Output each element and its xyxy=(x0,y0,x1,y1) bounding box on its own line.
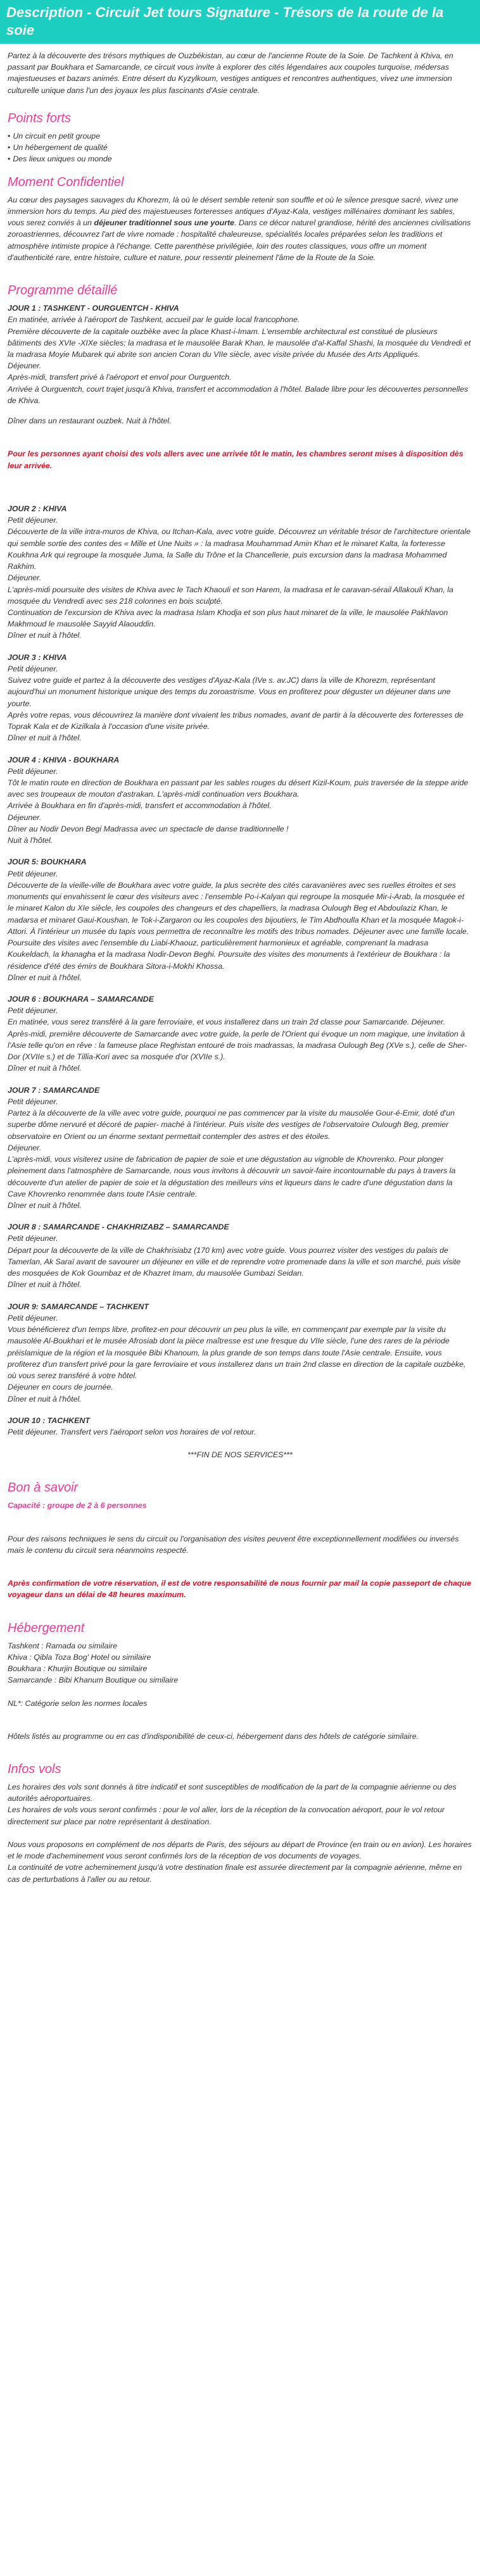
day-line: Petit déjeuner. xyxy=(8,766,58,776)
hotel-item: Tashkent : Ramada ou similaire xyxy=(8,1641,118,1650)
day-line: Après-midi, première découverte de Samarcande avec votre guide, la perle de l'Orient qui évoque un nom magique, une invitation à l'Asie telle qu'on en rêve : la fameuse place Reghistan entouré de trois madrassas, la madrasa Oulough Beg (XVe s.), celle de Sher-Dor (XVIIe s.) et de Tillia-Kori avec sa mosquée d'or (XVIIe s.). xyxy=(8,1029,467,1062)
day-line: Tôt le matin route en direction de Boukhara en passant par les sables rouges du désert Kizil-Koum, puis traversée de la steppe aride avec ses troupeaux de mouton d'astrakan. L'après-midi continuation vers Boukhara. xyxy=(8,778,469,799)
intro-text: Partez à la découverte des trésors mythiques de Ouzbékistan, au cœur de l'ancienne Route de la Soie. De Tachkent à Khiva, en passant par Boukhara et Samarcande, ce circuit vous invite à explorer des cités légendaires aux coupoles turquoise, médersas majestueuses et bazars animés. Entre désert du Kyzylkoum, vestiges antiques et rencontres authentiques, vivez une immersion culturelle unique dans l'un des joyaux les plus fascinants d'Asie centrale. xyxy=(8,51,453,95)
day-line: Déjeuner. xyxy=(8,361,42,371)
day-line: Dîner dans un restaurant ouzbek. Nuit à l'hôtel. xyxy=(8,416,172,426)
day-line: L'après-midi, vous visiterez usine de fabrication de papier de soie et une dégustation au vignoble de Khovrenko. Pour plonger pleinement dans l'atmosphère de Samarcande, nous vous invitons à découvrir un savoir-faire incontournable du pays à travers la découverte d'un atelier de papier de soie et la dégustation des meilleurs vins et liqueurs dans le cadre d'une dégustation dans la Cave Khovrenko renommée dans toute l'Asie centrale. xyxy=(8,1155,456,1198)
day-line: Partez à la découverte de la ville avec votre guide, pourquoi ne pas commencer par la visite du mausolée Gour-é-Emir, doté d'un superbe dôme nervuré et décoré de papier- maché à l'intérieur. Puis visite des vestiges de l'observatoire Oulough Beg, premier observatoire en Orient ou un énorme sextant permettait contempler des astres et des étoiles. xyxy=(8,1109,455,1141)
day-title: JOUR 1 : TASHKENT - OURGUENTCH - KHIVA xyxy=(8,304,179,313)
hotel-item: Boukhara : Khurjin Boutique ou similaire xyxy=(8,1664,148,1674)
points-forts-list xyxy=(8,130,472,165)
day-line: Petit déjeuner. xyxy=(8,516,58,525)
day-line: Dîner et nuit à l'hôtel. xyxy=(8,1394,82,1403)
day-title: JOUR 10 : TACHKENT xyxy=(8,1416,90,1425)
day-line: Départ pour la découverte de la ville de Chakhrisiabz (170 km) avec votre guide. Vous pourrez visiter des vestiges du palais de Tamerlan, Ak Saraï avant de savourer un déjeuner en ville et de reprendre votre promenade dans la ville et son marché, puis visite des mosquées de Kok Goumbaz et de Khazret Imam, du mausolée Gumbazi Seidan. xyxy=(8,1245,461,1278)
day-line: Vous bénéficierez d'un temps libre, profitez-en pour découvrir un peu plus la ville, en commençant par exemple par la visite du mausolée Al-Boukhari et le musée Afrosiab dont la pièce maîtresse est une fresque du VIIe siècle, l'une des rares de la période préislamique de la région et la mosquée Bibi Khanoum, la plus grande de son temps dans toute l'Asie centrale. Ensuite, vous profiterez d'un transfert privé pour la gare ferroviaire et vous installerez dans un train 2nd classe en direction de la capitale ouzbèke, où vous serez transféré à votre hôtel. xyxy=(8,1325,466,1381)
day-6 xyxy=(8,993,472,1074)
day-line: Dîner et nuit à l'hôtel. xyxy=(8,973,82,982)
day-8 xyxy=(8,1221,472,1290)
moment-text-bold: déjeuner traditionnel sous une yourte xyxy=(94,218,235,228)
nl-note: NL*: Catégorie selon les normes locales xyxy=(8,1698,148,1708)
day-line: Petit déjeuner. xyxy=(8,1234,58,1243)
day-line: Découverte de la ville intra-muros de Khiva, ou Itchan-Kala, avec votre guide. Découvrez un véritable trésor de l'architecture orientale qui semble sortie des contes des « Mille et Une Nuits » : la madrasa Mouhammad Amin Khan et le minaret Kalta, la forteresse Koukhna Ark qui regroupe la mosquée Juma, la Salle du Trône et la Chancellerie, puis excursion dans la madrasa Mohammed Rakhim. xyxy=(8,527,471,571)
day-line: Après-midi, transfert privé à l'aéroport et envol pour Ourguentch. xyxy=(8,373,232,382)
day-line: Dîner et nuit à l'hôtel. xyxy=(8,733,82,743)
capacity-text: Capacité : groupe de 2 à 6 personnes xyxy=(8,1501,147,1510)
day-line: Petit déjeuner. Transfert vers l'aéroport selon vos horaires de vol retour. xyxy=(8,1427,256,1436)
day-title: JOUR 9: SAMARCANDE – TACHKENT xyxy=(8,1302,149,1311)
day-line: Dîner et nuit à l'hôtel. xyxy=(8,1280,82,1290)
day-line: Déjeuner en cours de journée. xyxy=(8,1383,113,1392)
day-3 xyxy=(8,652,472,744)
infos-paragraph: Les horaires de vols vous seront confirmés : pour le vol aller, lors de la réception de la convocation aéroport, pour le vol retour directement sur place par notre représentant à destination. xyxy=(8,1805,445,1826)
day-line: Arrivée à Ourguentch, court trajet jusqu'à Khiva, transfert et accommodation à l'hôtel. Balade libre pour les découvertes personnelles de Khiva. xyxy=(8,384,469,405)
day-title: JOUR 6 : BOUKHARA – SAMARCANDE xyxy=(8,995,154,1004)
hotel-note: Hôtels listés au programme ou en cas d'indisponibilité de ceux-ci, hébergement dans des hôtels de catégorie similaire. xyxy=(8,1731,419,1741)
infos-paragraph: Nous vous proposons en complément de nos départs de Paris, des séjours au départ de Province (en train ou en avion). Les horaires et le mode d'acheminement vous seront confirmés lors de la réception de vos documents de voyages. xyxy=(8,1839,472,1861)
day-10 xyxy=(8,1415,472,1438)
day-line: Première découverte de la capitale ouzbèke avec la place Khast-i-Imam. L'ensemble architectural est constitué de plusieurs bâtiments des XVIe -XIXe siècles; la madrasa et le mausolée Barak Khan, le mausolée d'al-Kaffal Shashi, la mosquée du Vendredi et la madrasa Moyie Mubarek qui abrite son ancien Coran du VIIe siècle, avec visite privée du Musée des Arts Appliqués. xyxy=(8,327,471,359)
day-line: Petit déjeuner. xyxy=(8,1097,58,1106)
programme-heading: Programme détaillé xyxy=(8,283,118,298)
day-line: Dîner et nuit à l'hôtel. xyxy=(8,1064,82,1073)
day-5 xyxy=(8,856,472,983)
day-title: JOUR 7 : SAMARCANDE xyxy=(8,1085,100,1095)
infos-paragraph: Les horaires des vols sont donnés à titre indicatif et sont susceptibles de modification de la part de la compagnie aérienne ou des autorités aéroportuaires. xyxy=(8,1783,457,1803)
moment-heading: Moment Confidentiel xyxy=(8,175,124,189)
day-line: Arrivée à Boukhara en fin d'après-midi, transfert et accommodation à l'hôtel. xyxy=(8,801,272,811)
moment-text-part: . Dans ce décor naturel grandiose, hérité des anciennes civilisations zoroastriennes, découvrez l'art de vivre nomade : hospitalité chaleureuse, spécialités locales préparées selon les traditions et atmosphère intimiste propice à l'échange. Cette parenthèse privilégiée, loin des routes classiques, vous offre un moment d'authenticité rare, entre histoire, culture et nature, pour ressentir pleinement l'âme de la Route de la Soie. xyxy=(8,218,471,262)
day-line: Déjeuner. xyxy=(8,1143,42,1152)
day-line: L'après-midi poursuite des visites de Khiva avec le Tach Khaouli et son Harem, la madrasa et le caravan-sérail Allakouli Khan, la mosquée du Vendredi avec ses 218 colonnes en bois sculpté. xyxy=(8,585,453,606)
day-line: Poursuite des visites avec l'ensemble du Liabi-Khaouz, particulièrement harmonieux et agréable, comprenant la madrasa Koukeldach, la khanagha et la madrasa Nodir-Devon Beghi. Poursuite des visites des monuments à l'extérieur de Boukhara : la résidence d'été des émirs de Boukhara Sitora-i-Mokhi Khossa. xyxy=(8,938,450,971)
hotel-item: Samarcande : Bibi Khanum Boutique ou similaire xyxy=(8,1676,179,1685)
list-item: • Des lieux uniques ou monde xyxy=(8,153,472,165)
moment-text-part: Au cœur des paysages sauvages du Khorezm, là où le désert semble retenir son souffle et où le silence presque sacré, vivez une immersion hors du temps. Au pied des majestueuses forteresses antiques d'Ayaz-Kala, vestiges millénaires dominant les sables, vous serez conviés à un xyxy=(8,195,458,228)
day-line: Nuit à l'hôtel. xyxy=(8,836,53,845)
hebergement-heading: Hébergement xyxy=(8,1621,85,1635)
day-line: Petit déjeuner. xyxy=(8,1006,58,1016)
day-line: Petit déjeuner. xyxy=(8,869,58,878)
day-line: En matinée, arrivée à l'aéroport de Tashkent, accueil par le guide local francophone. xyxy=(8,315,300,325)
end-of-services: ***FIN DE NOS SERVICES*** xyxy=(187,1450,293,1460)
page-title: Description - Circuit Jet tours Signature - Trésors de la route de la soie xyxy=(6,4,444,38)
day-line: Continuation de l'excursion de Khiva avec la madrasa Islam Khodja et son plus haut minaret de la ville, le mausolée Pakhlavon Makhmoud le mausolée Sayyid Alaouddin. xyxy=(8,607,448,629)
day-line: Suivez votre guide et partez à la découverte des vestiges d'Ayaz-Kala (IVe s. av.JC) dans la ville de Khorezm, représentant aujourd'hui un monument historique unique des temps du zoroastrisme. Vous en profiterez pour déguster un déjeuner dans une yourte. xyxy=(8,676,451,708)
day-line: Déjeuner. xyxy=(8,573,42,583)
day-line: Dîner et nuit à l'hôtel. xyxy=(8,631,82,640)
passport-warning: Après confirmation de votre réservation, il est de votre responsabilité de nous fournir par mail la copie passeport de chaque voyageur dans un délai de 48 heures maximum. xyxy=(8,1579,471,1600)
list-item: • Un hébergement de qualité xyxy=(8,142,472,153)
day-line: Après votre repas, vous découvrirez la manière dont vivaient les tribus nomades, avant de partir à la découverte des forteresses de Toprak Kala et de Kizilkala à l'occasion d'une visite privée. xyxy=(8,710,464,731)
day-title: JOUR 8 : SAMARCANDE - CHAKHRIZABZ – SAMARCANDE xyxy=(8,1223,229,1232)
day-2 xyxy=(8,503,472,642)
bon-a-savoir-heading: Bon à savoir xyxy=(8,1481,79,1495)
day-line: En matinée, vous serez transféré à la gare ferroviaire, et vous installerez dans un train 2d classe pour Samarcande. Déjeuner. xyxy=(8,1017,446,1027)
day-title: JOUR 4 : KHIVA - BOUKHARA xyxy=(8,755,120,764)
infos-vols-heading: Infos vols xyxy=(8,1762,61,1777)
day-line: Dîner et nuit à l'hôtel. xyxy=(8,1200,82,1210)
list-item: • Un circuit en petit groupe xyxy=(8,130,472,142)
points-forts-heading: Points forts xyxy=(8,111,72,125)
day-title: JOUR 5: BOUKHARA xyxy=(8,857,87,867)
day-line: Petit déjeuner. xyxy=(8,1313,58,1322)
day-line: Découverte de la vieille-ville de Boukhara avec votre guide, la plus secrète des cités caravanières avec ses ruelles étroites et ses monuments qui envahissent le cœur des visiteurs avec : l'ensemble Po-i-Kalyan qui regroupe la mosquée Mir-i-Arab, la mosquée et le minaret Kalon du XIe siècle, les coupoles des changeurs et des chapelliers, la madrasa Oulough Beg et Abdoulaziz Khan, le madarsa et minaret Gaui-Koushan, le Tok-i-Zargaron ou les coupoles des bijoutiers, le Tim Abdhoulla Khan et la mosquée Magok-i-Attori. À l'intérieur un musée du tapis vous permettra de reconnaître les motifs des tribus nomades. Déjeuner avec une famille locale. xyxy=(8,880,469,936)
day-4 xyxy=(8,754,472,847)
technical-note: Pour des raisons techniques le sens du circuit ou l'organisation des visites peuvent être exceptionnellement modifiées ou inversés mais le contenu du circuit sera néanmoins respecté. xyxy=(8,1534,459,1555)
arrival-warning: Pour les personnes ayant choisi des vols allers avec une arrivée tôt le matin, les chambres seront mises à disposition dès leur arrivée. xyxy=(8,449,464,470)
day-line: Déjeuner. xyxy=(8,812,42,822)
hotel-item: Khiva : Qibla Tozа Bog' Hotel ou similaire xyxy=(8,1652,151,1662)
day-line xyxy=(8,406,472,415)
day-9 xyxy=(8,1301,472,1405)
moment-text xyxy=(8,194,472,263)
day-7 xyxy=(8,1085,472,1212)
day-1 xyxy=(8,302,472,426)
title-bar xyxy=(0,0,480,44)
day-title: JOUR 3 : KHIVA xyxy=(8,652,67,662)
day-title: JOUR 2 : KHIVA xyxy=(8,504,67,513)
day-line: Dîner au Nodir Devon Begi Madrassa avec un spectacle de danse traditionnelle ! xyxy=(8,824,289,833)
infos-paragraph: La continuité de votre acheminement jusqu'à votre destination finale est assurée directement par la compagnie aérienne, même en cas de perturbations à l'aller ou au retour. xyxy=(8,1863,462,1884)
day-line: Petit déjeuner. xyxy=(8,664,58,673)
